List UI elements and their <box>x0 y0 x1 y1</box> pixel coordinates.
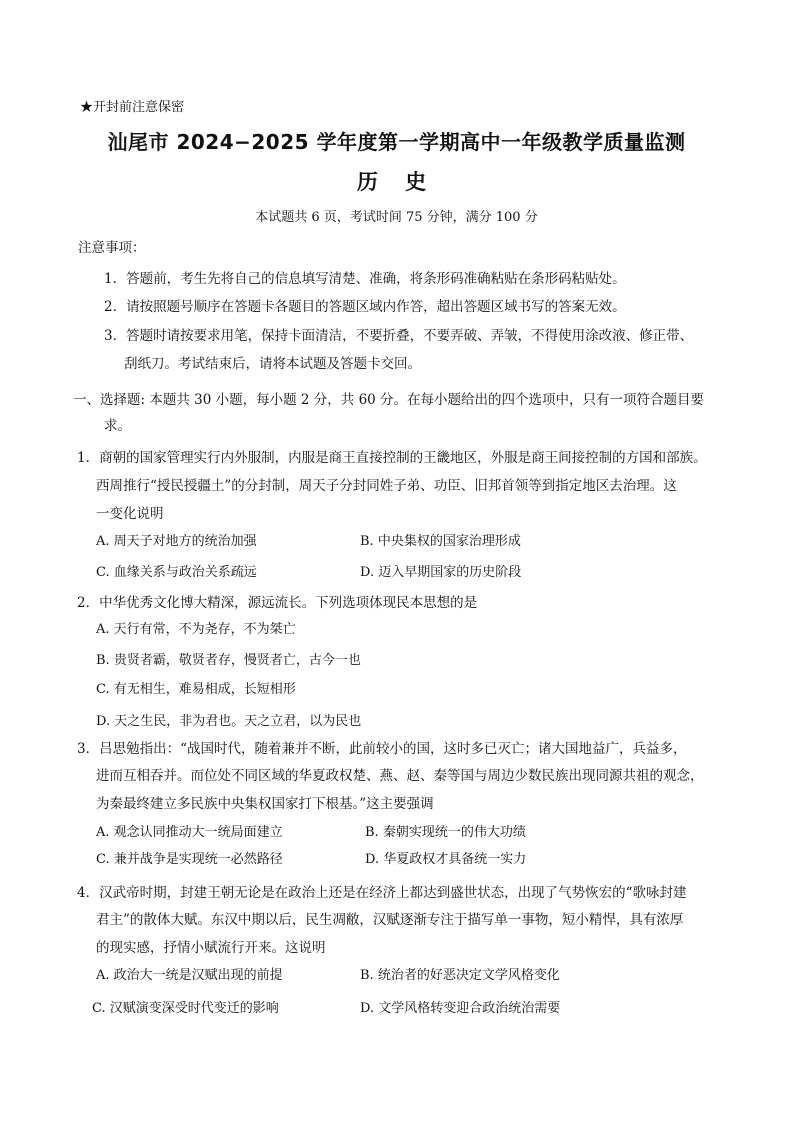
question-3-line: 3．吕思勉指出：“战国时代，随着兼并不断，此前较小的国，这时多已灭亡；诸大国地益广，兵益多， <box>77 741 687 757</box>
question-2-option-c: C. 有无相生，难易相成，长短相形 <box>96 682 296 697</box>
exam-title: 汕尾市 2024−2025 学年度第一学期高中一年级教学质量监测 <box>107 130 686 154</box>
question-4-line: 的现实感，抒情小赋流行开来。这说明 <box>96 940 326 956</box>
subject-title: 历 史 <box>356 170 437 194</box>
note-item: 1．答题前，考生先将自己的信息填写清楚、准确，将条形码准确粘贴在条形码粘贴处。 <box>104 271 626 287</box>
question-4-option-b: B. 统治者的好恶决定文学风格变化 <box>360 968 560 983</box>
note-item: 3．答题时请按要求用笔，保持卡面清洁，不要折叠，不要弄破、弄皱，不得使用涂改液、修正带、 <box>104 328 694 344</box>
question-3-option-d: D. 华夏政权才具备统一实力 <box>365 852 527 867</box>
question-3-option-c: C. 兼并战争是实现统一必然路径 <box>96 852 283 867</box>
exam-info: 本试题共 6 页，考试时间 75 分钟，满分 100 分 <box>255 210 538 225</box>
question-1-option-d: D. 迈入早期国家的历史阶段 <box>360 565 522 580</box>
question-2-option-a: A. 天行有常，不为尧存，不为桀亡 <box>96 622 296 637</box>
question-4-line: 君主”的散体大赋。东汉中期以后，民生凋敝，汉赋逐渐专注于描写单一事物，短小精悍，具有浓厚 <box>96 912 684 928</box>
question-3-option-a: A. 观念认同推动大一统局面建立 <box>96 825 283 840</box>
question-3-line: 为秦最终建立多民族中央集权国家打下根基。”这主要强调 <box>96 796 434 812</box>
section-heading: 一、选择题: 本题共 30 小题，每小题 2 分，共 60 分。在每小题给出的四个选项中，只有一项符合题目要 <box>73 392 705 408</box>
note-item: 刮纸刀。考试结束后，请将本试题及答题卡交回。 <box>124 356 421 372</box>
question-1-option-c: C. 血缘关系与政治关系疏远 <box>96 565 257 580</box>
confidential-notice: ★开封前注意保密 <box>80 100 185 115</box>
question-2-option-d: D. 天之生民，非为君也。天之立君，以为民也 <box>96 714 362 729</box>
question-2-option-b: B. 贵贤者霸，敬贤者存，慢贤者亡，古今一也 <box>96 653 361 668</box>
question-1-line: 一变化说明 <box>96 506 164 522</box>
question-1-option-b: B. 中央集权的国家治理形成 <box>360 534 521 549</box>
section-heading-cont: 求。 <box>104 418 131 434</box>
note-item: 2．请按照题号顺序在答题卡各题目的答题区域内作答，超出答题区域书写的答案无效。 <box>104 299 626 315</box>
question-4-option-d: D. 文学风格转变迎合政治统治需要 <box>360 1001 561 1016</box>
question-4-option-a: A. 政治大一统是汉赋出现的前提 <box>96 968 283 983</box>
question-1-option-a: A. 周天子对地方的统治加强 <box>96 534 257 549</box>
question-3-option-b: B. 秦朝实现统一的伟大功绩 <box>365 825 526 840</box>
question-1-line: 西周推行“授民授疆土”的分封制，周天子分封同姓子弟、功臣、旧邦首领等到指定地区去治理。这 <box>96 478 677 494</box>
question-1-line: 1．商朝的国家管理实行内外服制，内服是商王直接控制的王畿地区，外服是商王间接控制的方国和部族。 <box>77 450 707 466</box>
question-2-line: 2．中华优秀文化博大精深，源远流长。下列选项体现民本思想的是 <box>77 595 478 611</box>
question-3-line: 进而互相吞并。而位处不同区域的华夏政权楚、燕、赵、秦等国与周边少数民族出现同源共祖的观念， <box>96 768 704 784</box>
question-4-option-c: C. 汉赋演变深受时代变迁的影响 <box>92 1001 279 1016</box>
notes-title: 注意事项： <box>78 240 146 256</box>
question-4-line: 4．汉武帝时期，封建王朝无论是在政治上还是在经济上都达到盛世状态，出现了气势恢宏的“歌咏封建 <box>77 885 687 901</box>
